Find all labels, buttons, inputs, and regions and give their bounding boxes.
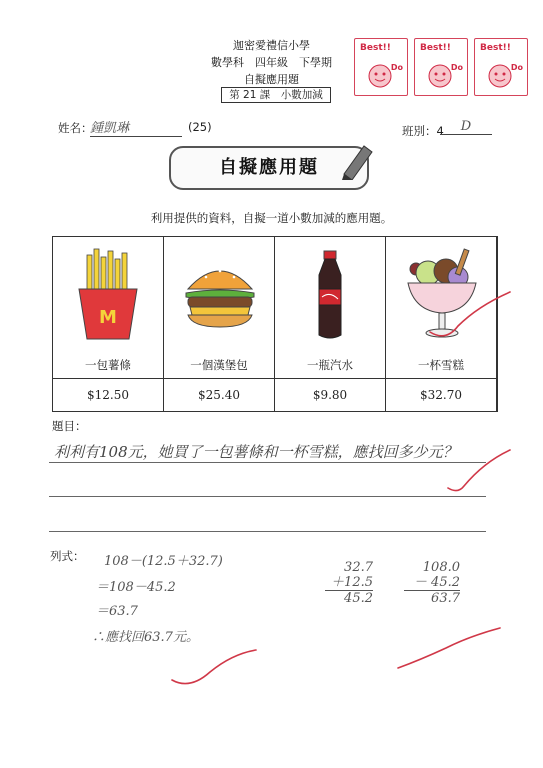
item-name: 一杯雪糕: [418, 358, 464, 372]
school-name: 迦密愛禮信小學: [233, 39, 310, 52]
add-operand: 32.7: [344, 560, 373, 575]
item-price: $25.40: [198, 388, 240, 402]
sub-result: 63.7: [431, 591, 460, 606]
stamp-text: Best!!: [420, 43, 451, 53]
class-label: 班別：4: [402, 124, 444, 138]
lesson-box: 第 21 課 小數加減: [221, 87, 331, 103]
stamp-text: Best!!: [360, 43, 391, 53]
question-text: 利利有108元，她買了一包薯條和一杯雪糕，應找回多少元？: [54, 443, 458, 461]
working-label: 列式：: [50, 549, 85, 563]
question-label: 題目：: [52, 419, 87, 433]
check-mark-icon: [398, 628, 500, 668]
stamp-text: Do: [450, 63, 463, 72]
class-value: D: [440, 119, 492, 135]
working-line: ＝63.7: [96, 604, 138, 619]
worksheet-title: 自擬應用題: [244, 73, 299, 86]
instruction: 利用提供的資料，自擬一道小數加減的應用題。: [150, 211, 393, 225]
item-name: 一個漢堡包: [190, 358, 248, 372]
sub-operand: 108.0: [422, 560, 460, 575]
stamp-text: Do: [390, 63, 403, 72]
name-value: 鍾凱琳: [90, 117, 182, 137]
check-mark-icon: [430, 292, 510, 336]
subject-line: 數學科 四年級 下學期: [211, 56, 332, 69]
add-operand: ＋12.5: [325, 575, 373, 591]
working-line: ＝108－45.2: [96, 580, 176, 595]
item-price: $9.80: [312, 388, 348, 402]
svg-text:M: M: [99, 307, 117, 328]
sub-operand: － 45.2: [404, 575, 460, 591]
add-result: 45.2: [344, 591, 373, 606]
stamp-text: Best!!: [480, 43, 511, 53]
banner-title: 自擬應用題: [169, 146, 369, 190]
stamp-text: Do: [510, 63, 523, 72]
item-price: $12.50: [87, 388, 129, 402]
working-line: ∴應找回63.7元。: [92, 630, 199, 645]
item-price: $32.70: [420, 388, 462, 402]
check-mark-icon: [448, 450, 510, 491]
working-line: 108－(12.5＋32.7): [104, 554, 223, 569]
student-number: (25): [188, 120, 212, 134]
check-mark-icon: [172, 650, 256, 684]
item-name: 一包薯條: [85, 358, 131, 372]
item-name: 一瓶汽水: [307, 358, 353, 372]
name-label: 姓名：: [58, 121, 93, 135]
